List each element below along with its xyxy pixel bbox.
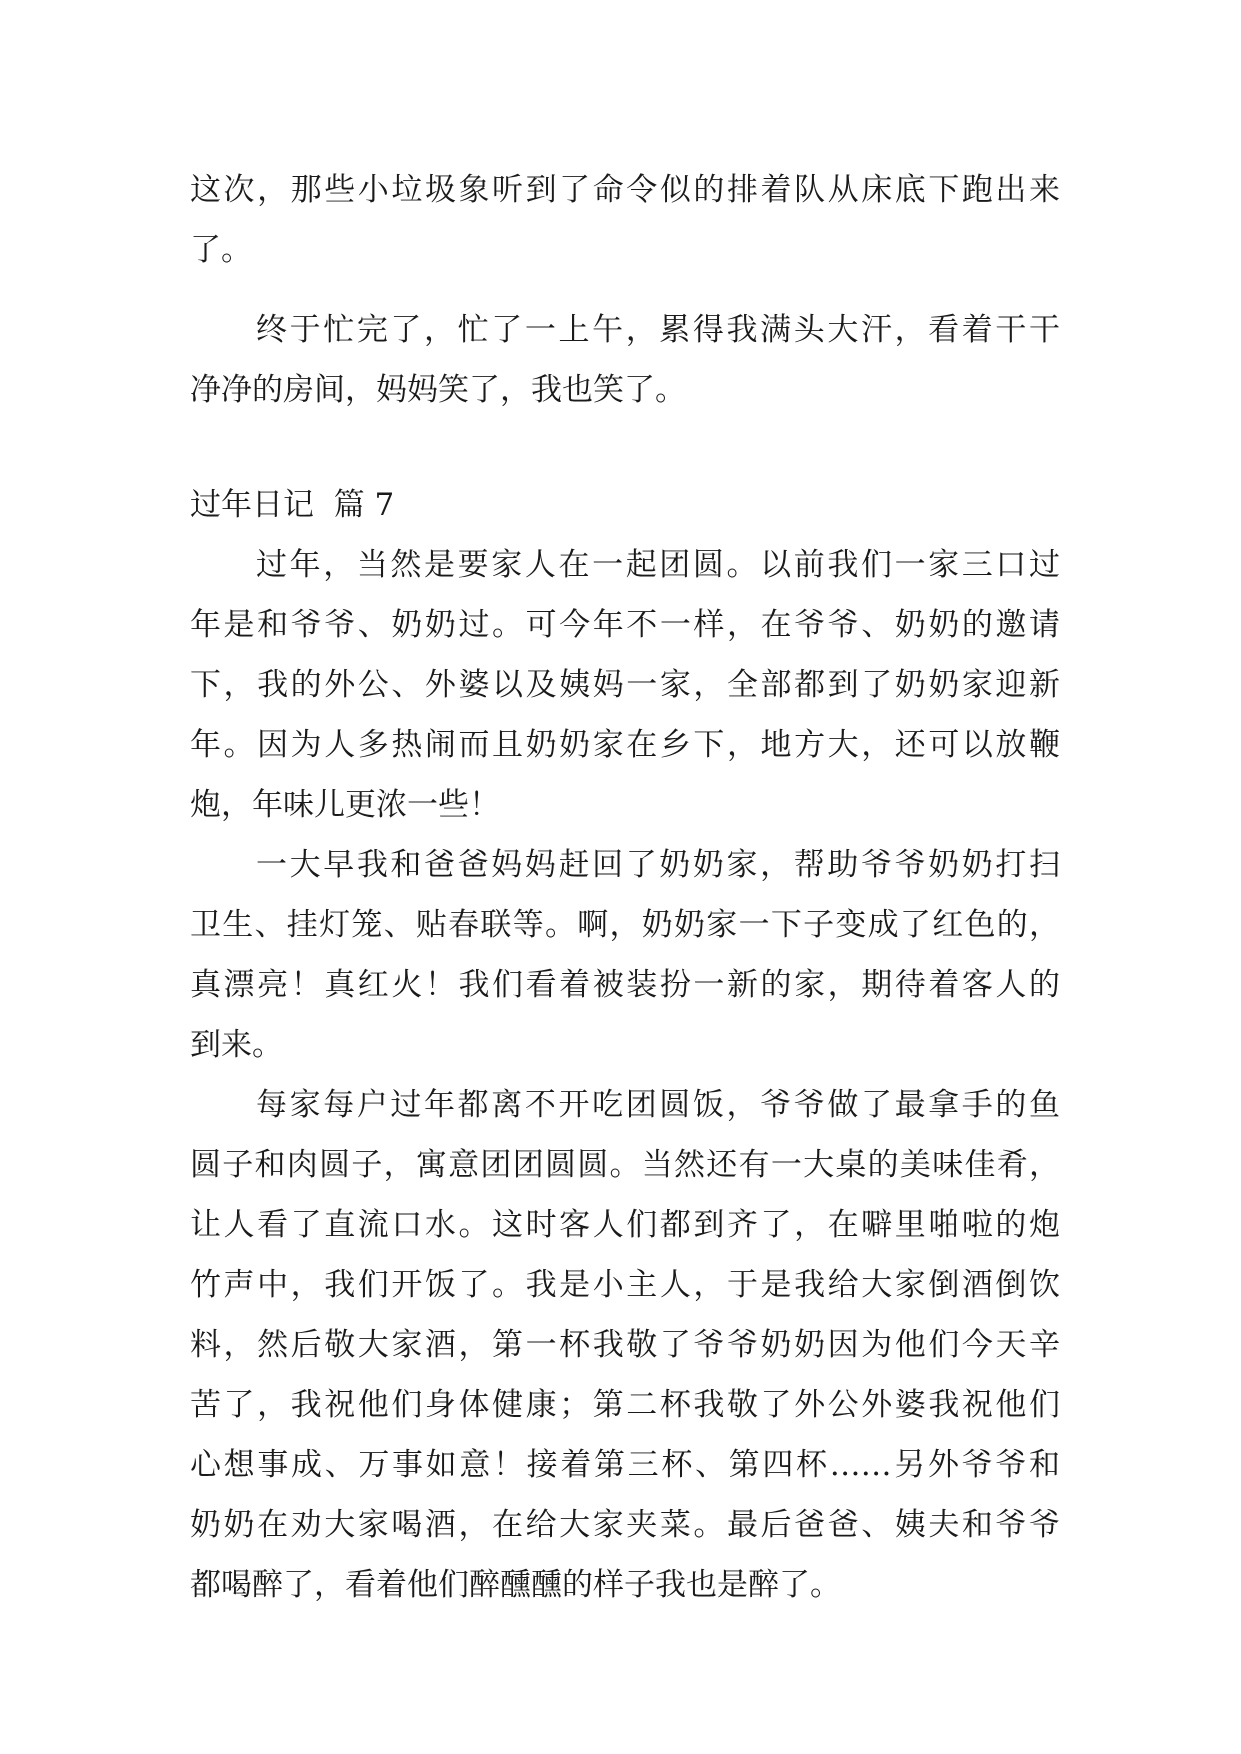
text-line: 终于忙完了，忙了一上午，累得我满头大汗，看着干干 [256,312,1060,348]
paragraph [190,835,1060,1075]
text-line: 真漂亮！真红火！我们看着被装扮一新的家，期待着客人的 [190,967,1060,1003]
text-line: 奶奶在劝大家喝酒，在给大家夹菜。最后爸爸、姨夫和爷爷 [190,1507,1060,1543]
text-line: 圆子和肉圆子，寓意团团圆圆。当然还有一大桌的美味佳肴， [190,1147,1060,1183]
paragraph [190,300,1060,420]
section-title: 过年日记 篇 7 [190,487,395,523]
text-line: 年是和爷爷、奶奶过。可今年不一样，在爷爷、奶奶的邀请 [190,607,1060,643]
text-line: 苦了，我祝他们身体健康；第二杯我敬了外公外婆我祝他们 [190,1387,1060,1423]
text-line: 了。 [190,232,252,268]
text-line: 这次，那些小垃圾象听到了命令似的排着队从床底下跑出来 [190,172,1060,208]
text-line: 每家每户过年都离不开吃团圆饭，爷爷做了最拿手的鱼 [256,1087,1060,1123]
text-line: 卫生、挂灯笼、贴春联等。啊，奶奶家一下子变成了红色的， [190,907,1060,943]
text-line: 过年，当然是要家人在一起团圆。以前我们一家三口过 [256,547,1060,583]
paragraph-continuation [190,160,1060,280]
text-line: 下，我的外公、外婆以及姨妈一家，全部都到了奶奶家迎新 [190,667,1060,703]
text-line: 都喝醉了，看着他们醉醺醺的样子我也是醉了。 [190,1567,841,1603]
text-line: 料，然后敬大家酒，第一杯我敬了爷爷奶奶因为他们今天辛 [190,1327,1060,1363]
text-line: 净净的房间，妈妈笑了，我也笑了。 [190,372,686,408]
document-page [190,160,1060,1615]
paragraph [190,1075,1060,1615]
paragraph [190,535,1060,835]
text-line: 炮，年味儿更浓一些！ [190,787,500,823]
text-line: 到来。 [190,1027,283,1063]
text-line: 心想事成、万事如意！接着第三杯、第四杯……另外爷爷和 [190,1447,1060,1483]
text-line: 竹声中，我们开饭了。我是小主人，于是我给大家倒酒倒饮 [190,1267,1060,1303]
text-line: 年。因为人多热闹而且奶奶家在乡下，地方大，还可以放鞭 [190,727,1060,763]
text-line: 让人看了直流口水。这时客人们都到齐了，在噼里啪啦的炮 [190,1207,1060,1243]
text-line: 一大早我和爸爸妈妈赶回了奶奶家，帮助爷爷奶奶打扫 [256,847,1060,883]
